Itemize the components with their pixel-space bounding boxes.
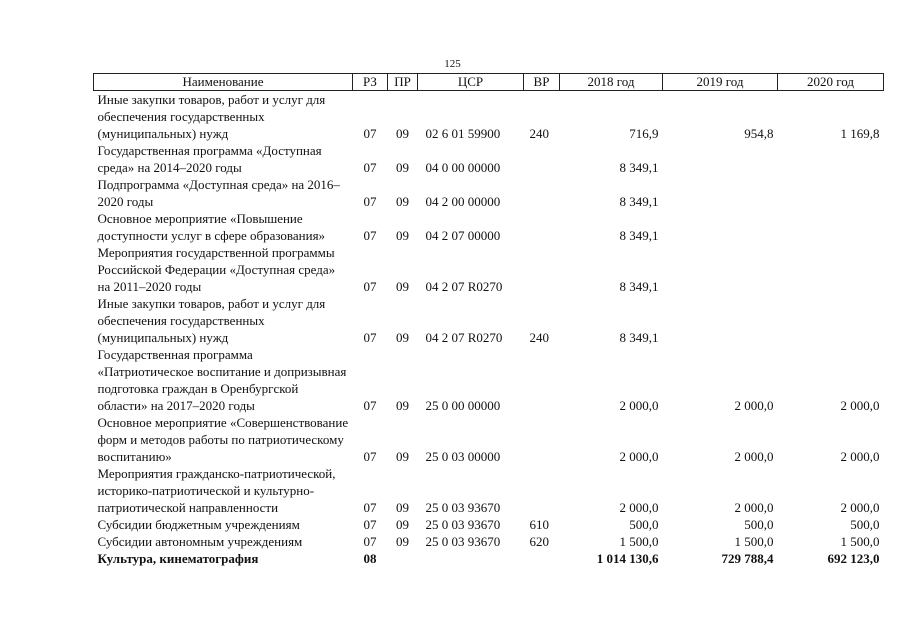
row-name: Иные закупки товаров, работ и услуг для обеспечения государственных (муниципальных) нужд xyxy=(97,296,326,345)
table-row xyxy=(94,210,884,244)
row-vr xyxy=(524,465,560,516)
header-pr: ПР xyxy=(388,74,418,91)
row-value-2018: 8 349,1 xyxy=(619,228,659,243)
row-vr: 620 xyxy=(529,534,549,549)
row-value-2020 xyxy=(778,142,884,176)
row-vr: 610 xyxy=(529,517,549,532)
row-name: Мероприятия гражданско-патриотической, историко-патриотической и культурно-патриотической направленности xyxy=(97,466,336,515)
table-header-row xyxy=(94,74,884,91)
header-name: Наименование xyxy=(94,74,353,91)
row-value-2020: 2 000,0 xyxy=(840,398,880,413)
row-pr: 09 xyxy=(396,398,409,413)
row-name: Иные закупки товаров, работ и услуг для обеспечения государственных (муниципальных) нужд xyxy=(97,92,326,141)
row-value-2020: 1 169,8 xyxy=(840,126,880,141)
row-rz: 08 xyxy=(363,551,377,566)
row-pr: 09 xyxy=(396,330,409,345)
row-value-2019: 2 000,0 xyxy=(734,500,774,515)
row-vr xyxy=(524,550,560,567)
page-number: 125 xyxy=(444,58,461,70)
table-row xyxy=(94,295,884,346)
row-value-2018: 500,0 xyxy=(629,517,659,532)
table-row xyxy=(94,346,884,414)
row-pr: 09 xyxy=(396,228,409,243)
row-value-2020: 500,0 xyxy=(850,517,880,532)
row-rz: 07 xyxy=(363,449,377,464)
row-value-2020 xyxy=(778,244,884,295)
row-rz: 07 xyxy=(363,534,377,549)
row-name: Основное мероприятие «Совершенствование форм и методов работы по патриотическому воспитанию» xyxy=(97,415,349,464)
row-value-2019 xyxy=(663,295,778,346)
row-pr: 09 xyxy=(396,279,409,294)
row-value-2020: 2 000,0 xyxy=(840,449,880,464)
row-value-2019: 500,0 xyxy=(744,517,774,532)
row-pr: 09 xyxy=(396,534,409,549)
header-vr: ВР xyxy=(524,74,560,91)
row-vr xyxy=(524,210,560,244)
row-name: Основное мероприятие «Повышение доступности услуг в сфере образования» xyxy=(97,211,326,243)
row-rz: 07 xyxy=(363,398,377,413)
row-value-2018: 2 000,0 xyxy=(619,500,659,515)
row-vr xyxy=(524,176,560,210)
row-name: Мероприятия государственной программы Российской Федерации «Доступная среда» на 2011–2020 годы xyxy=(97,245,336,294)
row-csr xyxy=(418,550,524,567)
row-csr: 25 0 03 93670 xyxy=(425,534,501,549)
row-rz: 07 xyxy=(363,517,377,532)
row-pr xyxy=(388,550,418,567)
row-csr: 02 6 01 59900 xyxy=(425,126,501,141)
row-value-2020: 2 000,0 xyxy=(840,500,880,515)
row-csr: 04 2 07 R0270 xyxy=(425,330,503,345)
row-value-2019: 1 500,0 xyxy=(734,534,774,549)
row-value-2020 xyxy=(778,176,884,210)
row-value-2018: 716,9 xyxy=(629,126,659,141)
header-2020: 2020 год xyxy=(778,74,884,91)
row-value-2019: 2 000,0 xyxy=(734,449,774,464)
row-pr: 09 xyxy=(396,126,409,141)
row-value-2019 xyxy=(663,244,778,295)
row-value-2018: 2 000,0 xyxy=(619,449,659,464)
row-csr: 04 2 00 00000 xyxy=(425,194,501,209)
row-name: Государственная программа «Доступная среда» на 2014–2020 годы xyxy=(97,143,322,175)
row-rz: 07 xyxy=(363,330,377,345)
table-row xyxy=(94,244,884,295)
row-name: Субсидии автономным учреждениям xyxy=(97,534,303,549)
row-name: Субсидии бюджетным учреждениям xyxy=(97,517,300,532)
row-name: Культура, кинематография xyxy=(97,551,259,566)
row-value-2020: 1 500,0 xyxy=(840,534,880,549)
table-row xyxy=(94,176,884,210)
row-vr xyxy=(524,244,560,295)
row-rz: 07 xyxy=(363,500,377,515)
row-rz: 07 xyxy=(363,194,377,209)
row-csr: 25 0 03 93670 xyxy=(425,500,501,515)
row-value-2019 xyxy=(663,176,778,210)
header-rz: РЗ xyxy=(353,74,388,91)
row-csr: 25 0 03 93670 xyxy=(425,517,501,532)
row-csr: 25 0 00 00000 xyxy=(425,398,501,413)
row-value-2019 xyxy=(663,210,778,244)
header-2019: 2019 год xyxy=(663,74,778,91)
row-value-2020 xyxy=(778,295,884,346)
header-2018: 2018 год xyxy=(560,74,663,91)
table-body xyxy=(94,91,884,568)
table-row xyxy=(94,142,884,176)
row-vr xyxy=(524,142,560,176)
row-pr: 09 xyxy=(396,449,409,464)
row-value-2018: 8 349,1 xyxy=(619,160,659,175)
row-value-2018: 8 349,1 xyxy=(619,279,659,294)
row-vr xyxy=(524,346,560,414)
row-pr: 09 xyxy=(396,517,409,532)
table-row xyxy=(94,516,884,533)
row-csr: 04 2 07 R0270 xyxy=(425,279,503,294)
row-rz: 07 xyxy=(363,160,377,175)
row-value-2020 xyxy=(778,210,884,244)
row-value-2020: 692 123,0 xyxy=(827,551,880,566)
row-value-2019: 954,8 xyxy=(744,126,774,141)
header-csr: ЦСР xyxy=(418,74,524,91)
row-rz: 07 xyxy=(363,279,377,294)
row-vr: 240 xyxy=(529,330,549,345)
row-csr: 04 2 07 00000 xyxy=(425,228,501,243)
row-value-2018: 8 349,1 xyxy=(619,194,659,209)
row-csr: 25 0 03 00000 xyxy=(425,449,501,464)
row-value-2018: 1 014 130,6 xyxy=(596,551,659,566)
row-vr xyxy=(524,414,560,465)
budget-table xyxy=(93,73,884,567)
table-row xyxy=(94,465,884,516)
row-vr: 240 xyxy=(529,126,549,141)
row-name: Подпрограмма «Доступная среда» на 2016–2020 годы xyxy=(97,177,340,209)
row-rz: 07 xyxy=(363,228,377,243)
row-name: Государственная программа «Патриотическое воспитание и допризывная подготовка граждан в Оренбургской области» на 2017–2020 годы xyxy=(97,347,347,413)
table-row xyxy=(94,414,884,465)
row-value-2018: 8 349,1 xyxy=(619,330,659,345)
row-pr: 09 xyxy=(396,500,409,515)
row-csr: 04 0 00 00000 xyxy=(425,160,501,175)
row-value-2019: 2 000,0 xyxy=(734,398,774,413)
row-value-2018: 2 000,0 xyxy=(619,398,659,413)
table-row xyxy=(94,91,884,143)
table-row xyxy=(94,533,884,550)
row-pr: 09 xyxy=(396,194,409,209)
row-value-2019 xyxy=(663,142,778,176)
row-value-2019: 729 788,4 xyxy=(721,551,774,566)
row-pr: 09 xyxy=(396,160,409,175)
row-rz: 07 xyxy=(363,126,377,141)
table-row xyxy=(94,550,884,567)
row-value-2018: 1 500,0 xyxy=(619,534,659,549)
